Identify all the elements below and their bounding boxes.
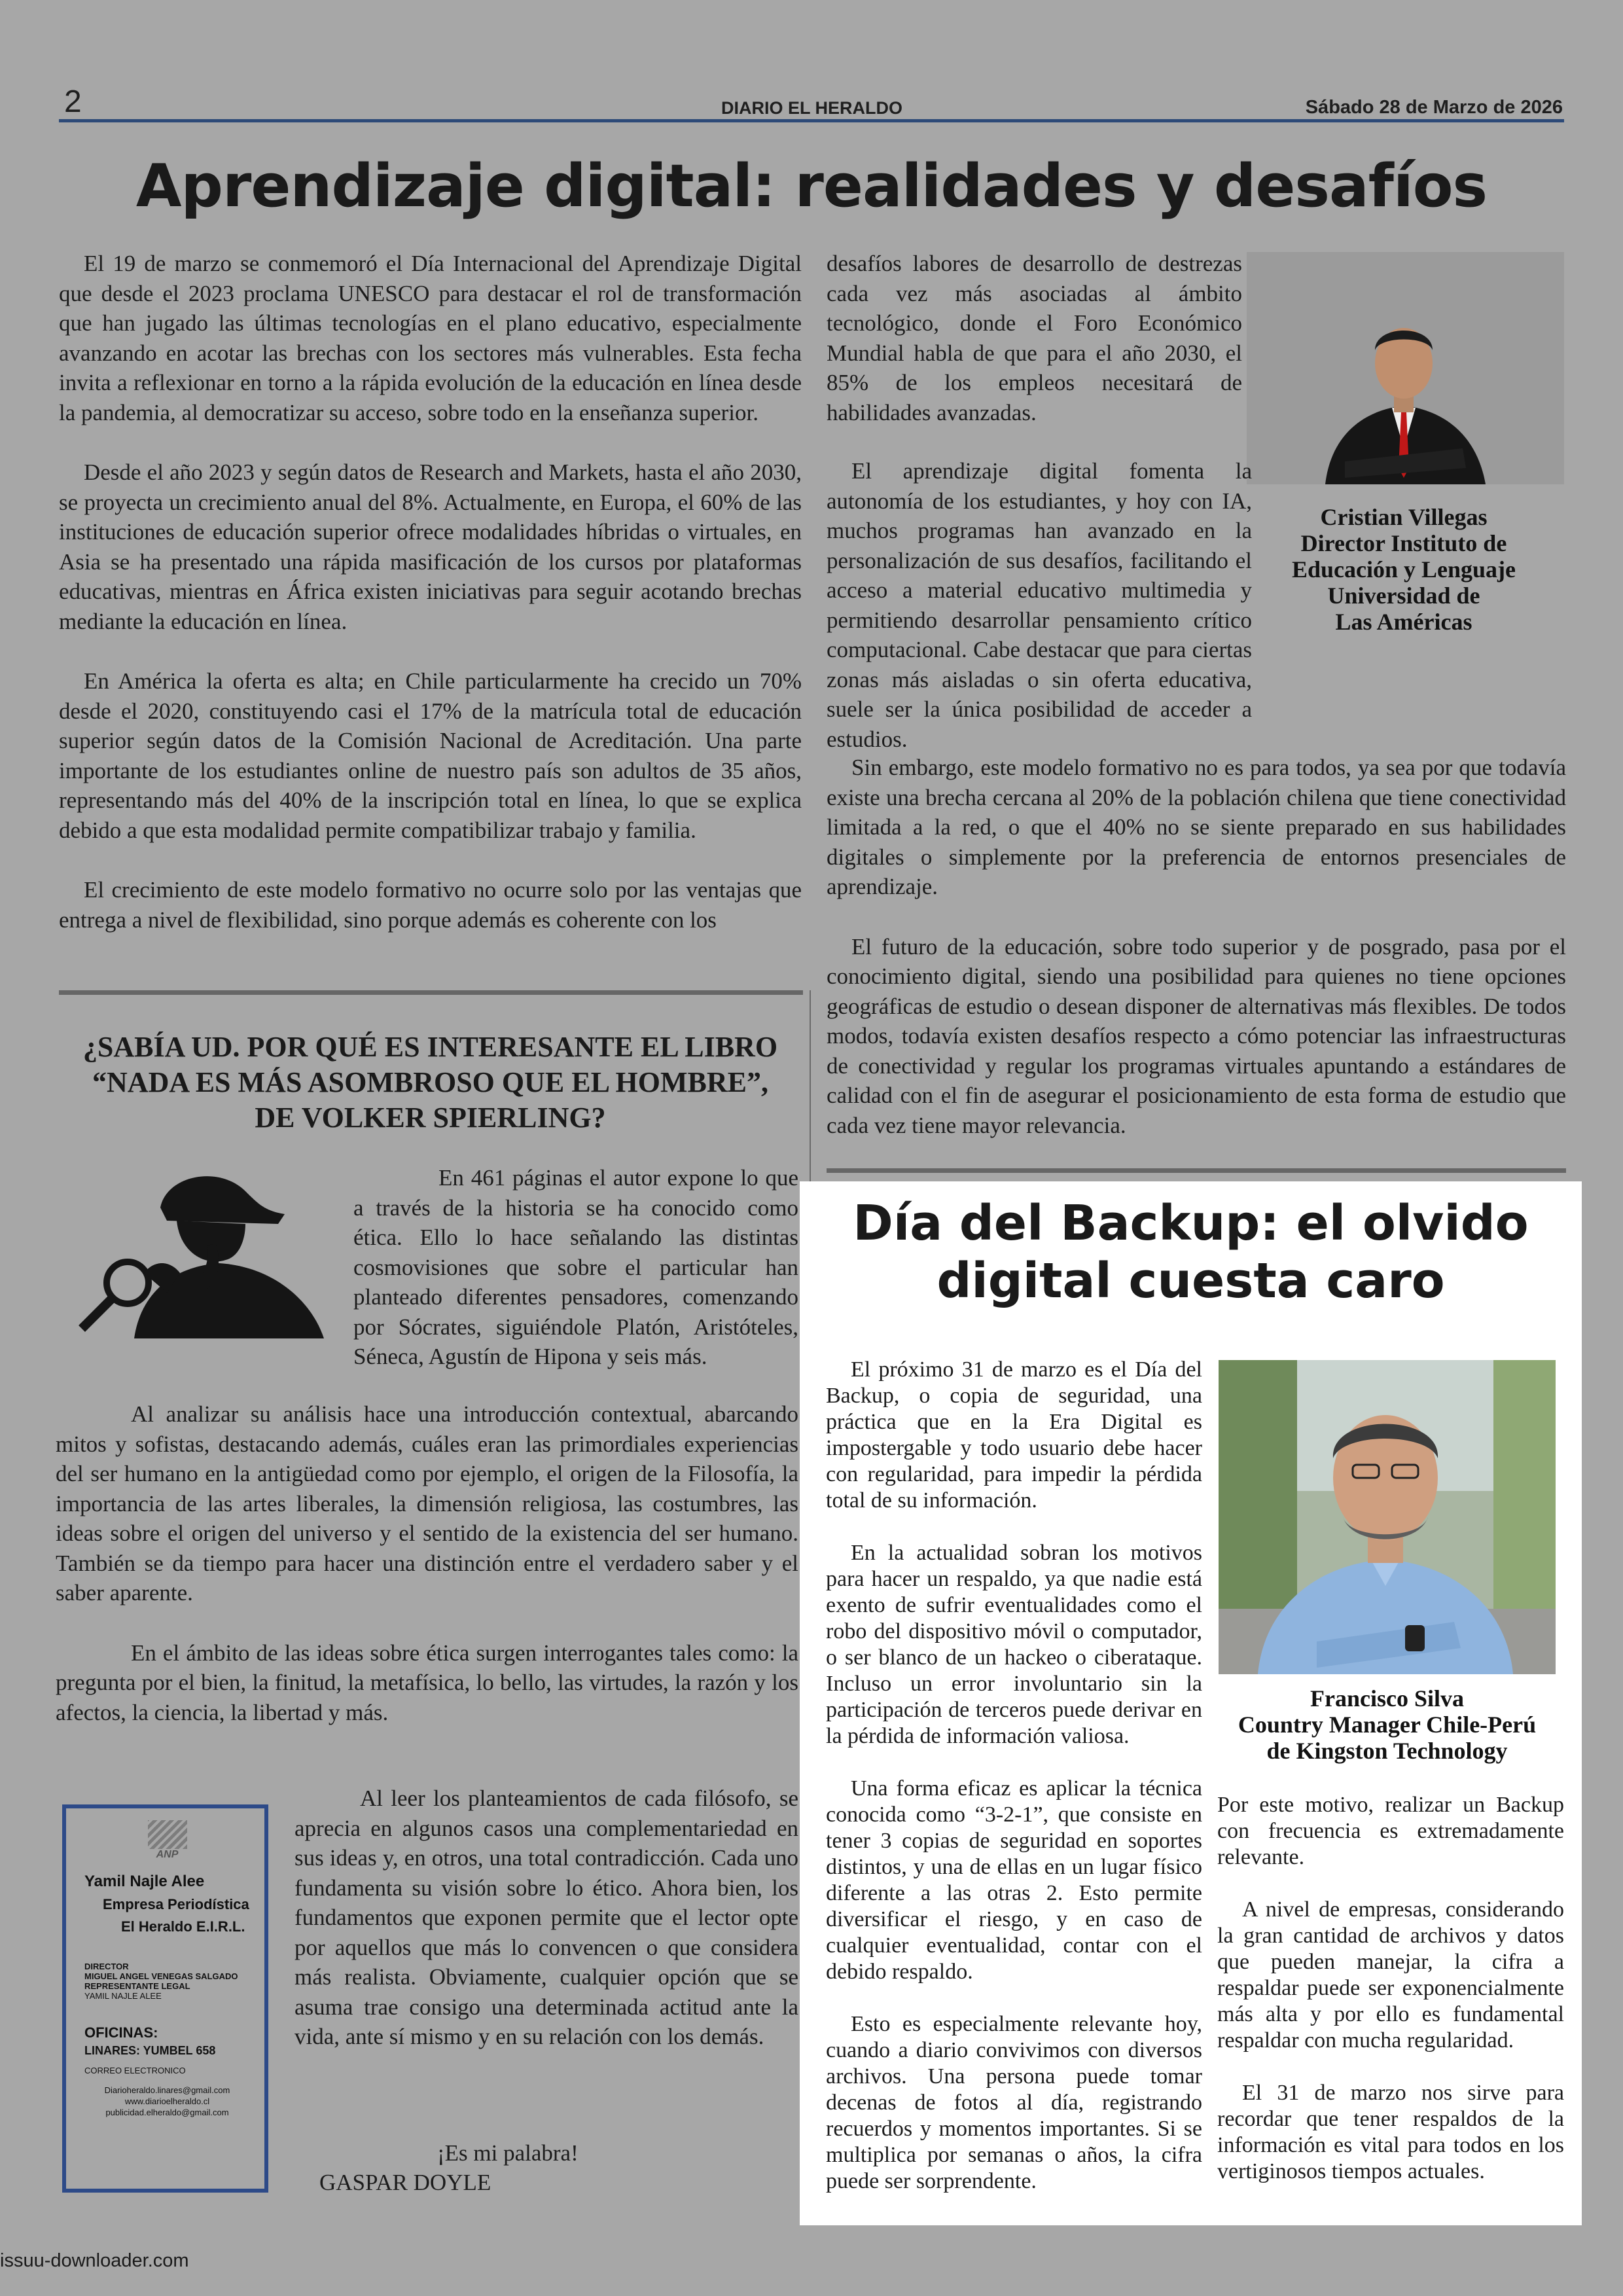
paragraph: El futuro de la educación, sobre todo superior y de posgrado, pasa por el conocimiento digital, siendo una posibilidad para quienes no tiene opciones geográficas de estudio o desean disponer de alternativas más flexibles. De todos modos, todavía existen desafíos respecto a cómo potenciar las infraestructuras de conectividad y regular los programas virtuales apuntando a estándares de calidad con el fin de asegurar el posicionamiento de esta forma de estudio que cada vez tiene mayor relevancia.: [827, 933, 1566, 1138]
paragraph: Por este motivo, realizar un Backup con frecuencia es extremadamente relevante.: [1217, 1793, 1564, 1869]
paragraph: Esto es especialmente relevante hoy, cuando a diario convivimos con diversos archivos. Una persona puede tomar decenas de fotos al día, registrando recuerdos y momentos importantes. Si se multiplica por semanas o años, la cifra puede ser sorprendente.: [826, 2012, 1202, 2193]
author-caption: [1270, 504, 1538, 635]
paragraph: Al analizar su análisis hace una introducción contextual, abarcando mitos y sofistas, destacando además, cuáles eran las primordiales experiencias del ser humano en la antigüedad como por ejemplo, el origen de la Filosofía, la importancia de las artes liberales, la dimensión religiosa, las costumbres, las ideas sobre el origen del universo y el sentido de la existencia del ser humano. También se da tiempo para hacer una distinción entre el verdadero saber y el saber aparente.: [56, 1401, 798, 1605]
paragraph: En la actualidad sobran los motivos para hacer un respaldo, ya que nadie está exento de sufrir eventualidades como el robo del dispositivo móvil o computador, o ser blanco de un hackeo o ciberataque. Incluso un error involuntario sin la participación de terceros puede derivar en la pérdida de información valiosa.: [826, 1541, 1202, 1748]
issue-date: Sábado 28 de Marzo de 2026: [1305, 97, 1563, 118]
book-body: [56, 1399, 798, 1757]
anp-logo: [84, 1820, 250, 1861]
offices-label: OFICINAS:: [84, 2024, 158, 2041]
title-line: Día del Backup: el olvido: [853, 1195, 1529, 1251]
article-column-right-top: [827, 249, 1242, 457]
title-line: digital cuesta caro: [936, 1253, 1445, 1309]
anp-logo-icon: [148, 1820, 187, 1849]
author-photo: [1247, 252, 1564, 484]
paragraph: El crecimiento de este modelo formativo no ocurre solo por las ventajas que entrega a nivel de flexibilidad, sino porque además es coherente con los: [59, 877, 802, 933]
interviewee-photo: [1219, 1360, 1556, 1674]
newspaper-name: DIARIO EL HERALDO: [721, 98, 903, 118]
masthead-box: [62, 1804, 268, 2193]
email: Diarioheraldo.linares@gmail.com: [104, 2085, 230, 2095]
title-line: DE VOLKER SPIERLING?: [255, 1102, 606, 1134]
article-title: Aprendizaje digital: realidades y desafíos: [135, 152, 1488, 221]
paragraph: El próximo 31 de marzo es el Día del Backup, o copia de seguridad, una práctica que en la Era Digital es impostergable y todo usuario debe hacer con regularidad, para impedir la pérdida total de su información.: [826, 1357, 1202, 1513]
paragraph: desafíos labores de desarrollo de destrezas cada vez más asociadas al ámbito tecnológico, donde el Foro Económico Mundial habla de que para el año 2030, el 85% de los empleos necesitará de habilidades avanzadas.: [827, 251, 1242, 425]
paragraph: Al leer los planteamientos de cada filósofo, se aprecia en algunos casos una complementariedad en sus ideas y, en otros, una total contradicción. Cada uno fundamenta su visión sobre lo ético. Ahora bien, los fundamentos que exponen permite que el lector opte por aquellos que más lo convencen o que considera más realista. Obviamente, cualquier opción que se asuma trae consigo una determinada actitud ante la vida, ante sí mismo y en su relación con los demás.: [294, 1785, 798, 2049]
paragraph: Una forma eficaz es aplicar la técnica conocida como “3-2-1”, que consiste en tener 3 copias de seguridad en soportes distintos, y una de ellas en un lugar físico diferente a las otras 2. Esto permite diversificar el riesgo, y en caso de cualquier eventualidad, contar con el debido respaldo.: [826, 1776, 1202, 1984]
director-name: MIGUEL ANGEL VENEGAS SALGADO: [84, 1971, 238, 1981]
author-signature: GASPAR DOYLE: [319, 2170, 491, 2195]
book-closing: [294, 1784, 798, 2082]
paragraph: En el ámbito de las ideas sobre ética surgen interrogantes tales como: la pregunta por el bien, la finitud, la metafísica, lo bello, las virtudes, la razón y los afectos, la ciencia, la libertad y más.: [56, 1640, 798, 1725]
legal-label: REPRESENTANTE LEGAL: [84, 1981, 190, 1991]
caption-line: Educación y Lenguaje: [1291, 556, 1516, 583]
email: publicidad.elheraldo@gmail.com: [105, 2108, 229, 2117]
website: www.diarioelheraldo.cl: [124, 2096, 210, 2106]
backup-article-title: [800, 1194, 1582, 1310]
paragraph: En 461 páginas el autor expone lo que a través de la historia se ha conocido como ética. Ello lo hace señalando las distintas cosmovisiones que sobre el particular han planteado diferentes pensadores, comenzando por Sócrates, siguiéndole Platón, Aristóteles, Séneca, Agustín de Hipona y seis más.: [353, 1165, 798, 1369]
interviewee-caption: [1219, 1685, 1556, 1764]
section-divider: [59, 990, 803, 995]
section-divider: [827, 1168, 1566, 1173]
title-line: “NADA ES MÁS ASOMBROSO QUE EL HOMBRE”,: [92, 1066, 768, 1098]
backup-column-left: [826, 1357, 1202, 2221]
article-column-right-bottom: [827, 753, 1566, 1170]
backup-column-right: [1217, 1792, 1564, 2211]
book-intro: [353, 1163, 798, 1402]
paragraph: A nivel de empresas, considerando la gran cantidad de archivos y datos que pueden manejar, la cifra a respaldar puede ser exponencialmente más alta y por ello es fundamental respaldar con mucha regularidad.: [1217, 1897, 1564, 2053]
legal-name: YAMIL NAJLE ALEE: [84, 1991, 162, 2001]
article-column-right-mid: [827, 456, 1252, 784]
anp-logo-text: ANP: [156, 1849, 179, 1860]
paragraph: Sin embargo, este modelo formativo no es para todos, ya sea por que todavía existe una brecha cercana al 20% de la población chilena que tiene conectividad limitada a la red, o que el 40% no se siente preparado en sus habilidades digitales o simplemente por la preferencia de entornos presenciales de aprendizaje.: [827, 755, 1566, 899]
detective-illustration: [56, 1168, 344, 1338]
contact-block: [84, 2085, 250, 2118]
caption-line: Country Manager Chile-Perú: [1238, 1712, 1537, 1738]
company-line: El Heraldo E.I.R.L.: [121, 1918, 245, 1935]
watermark: issuu-downloader.com: [0, 2250, 189, 2271]
caption-line: Director Instituto de: [1300, 530, 1507, 556]
caption-line: Las Américas: [1335, 609, 1472, 635]
signoff: ¡Es mi palabra!: [437, 2140, 579, 2166]
book-article-title: [56, 1030, 805, 1136]
owner-name: Yamil Najle Alee: [84, 1873, 205, 1890]
paragraph: El 19 de marzo se conmemoró el Día Internacional del Aprendizaje Digital que desde el 2023 proclama UNESCO para destacar el rol de transformación que han jugado las últimas tecnologías en el plano educativo, especialmente avanzando en acotar las brechas con los sectores más vulnerables. Esta fecha invita a reflexionar en torno a la rápida evolución de la educación en línea desde la pandemia, al democratizar su acceso, sobre todo en la enseñanza superior.: [59, 251, 802, 425]
paragraph: En América la oferta es alta; en Chile particularmente ha crecido un 70% desde el 2020, constituyendo casi el 17% de la matrícula total de educación superior según datos de la Comisión Nacional de Acreditación. Una parte importante de los estudiantes online de nuestro país son adultos de 35 años, representando más del 40% de la inscripción total en línea, lo que se explica debido a que esta modalidad permite compatibilizar trabajo y familia.: [59, 668, 802, 843]
email-label: CORREO ELECTRONICO: [84, 2066, 186, 2075]
director-label: DIRECTOR: [84, 1962, 129, 1971]
paragraph: El aprendizaje digital fomenta la autonomía de los estudiantes, y hoy con IA, muchos programas han avanzado en la personalización de sus desafíos, facilitando el acceso a material educativo multimedia y permitiendo desarrollar pensamiento crítico computacional. Cabe destacar que para ciertas zonas más aisladas o sin oferta educativa, suele ser la única posibilidad de acceder a estudios.: [827, 458, 1252, 752]
caption-line: Cristian Villegas: [1320, 504, 1488, 530]
caption-line: de Kingston Technology: [1266, 1738, 1508, 1764]
company-line: Empresa Periodística: [103, 1896, 249, 1912]
article-column-left: [59, 249, 802, 965]
page-number: 2: [64, 84, 82, 119]
title-line: ¿SABÍA UD. POR QUÉ ES INTERESANTE EL LIBRO: [82, 1031, 778, 1063]
caption-line: Universidad de: [1327, 583, 1480, 609]
header-rule: [59, 119, 1564, 122]
paragraph: El 31 de marzo nos sirve para recordar que tener respaldos de la información es vital para todos en los vertiginosos tiempos actuales.: [1217, 2081, 1564, 2183]
office-address: LINARES: YUMBEL 658: [84, 2044, 216, 2057]
paragraph: Desde el año 2023 y según datos de Research and Markets, hasta el año 2030, se proyecta un crecimiento anual del 8%. Actualmente, en Europa, el 60% de las instituciones de educación superior ofrece modalidades híbridas o virtuales, en Asia se ha presentado una rápida masificación de los cursos por plataformas educativas, mientras en África existen iniciativas para seguir acotando brechas mediante la educación en línea.: [59, 459, 802, 634]
caption-line: Francisco Silva: [1310, 1685, 1464, 1712]
